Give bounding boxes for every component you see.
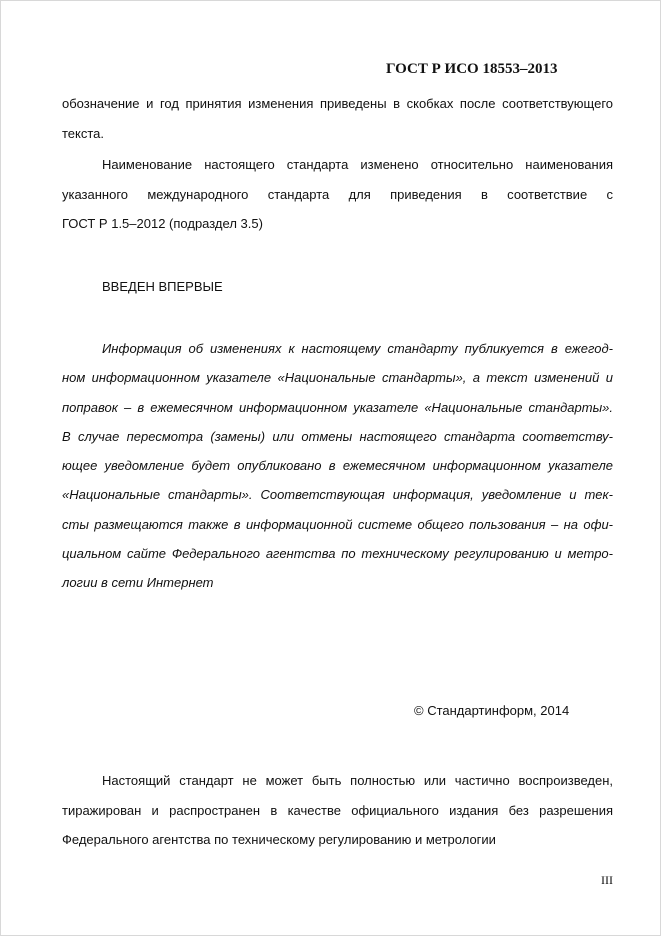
info-line: ном информационном указателе «Национальные стандарты», а текст изменений и: [62, 370, 613, 386]
naming-line-1: Наименование настоящего стандарта изменено относительно наименования: [102, 157, 613, 172]
naming-line-2: указанного международного стандарта для приведения в соответствие с: [62, 186, 613, 202]
info-line: «Национальные стандарты». Соответствующая информация, уведомление и тек-: [62, 487, 613, 503]
notice-line-1: Настоящий стандарт не может быть полностью или частично воспроизведен,: [102, 773, 613, 788]
info-line: логии в сети Интернет: [62, 575, 214, 591]
amendment-info-paragraph: [62, 334, 613, 598]
info-line: ющее уведомление будет опубликовано в ежемесячном информационном указателе: [62, 458, 613, 474]
info-line: Информация об изменениях к настоящему стандарту публикуется в ежегод-: [102, 341, 613, 356]
introduced-paragraph: [62, 272, 613, 302]
info-line: циальном сайте Федерального агентства по техническому регулированию и метро-: [62, 546, 613, 562]
intro-line-2: текста.: [62, 125, 105, 141]
page-number: III: [601, 873, 613, 887]
copyright-notice: © Стандартинформ, 2014: [414, 703, 570, 718]
intro-line-1: обозначение и год принятия изменения приведены в скобках после соответствующего: [62, 96, 613, 111]
standard-code-header: ГОСТ Р ИСО 18553–2013: [386, 61, 558, 77]
notice-line-2: тиражирован и распространен в качестве официального издания без разрешения: [62, 802, 613, 818]
introduced-text: ВВЕДЕН ВПЕРВЫЕ: [102, 279, 223, 294]
info-line: В случае пересмотра (замены) или отмены настоящего стандарта соответству-: [62, 428, 613, 444]
notice-line-3: Федерального агентства по техническому регулированию и метрологии: [62, 832, 496, 847]
info-line: поправок – в ежемесячном информационном указателе «Национальные стандарты».: [62, 399, 613, 415]
info-line: сты размещаются также в информационной системе общего пользования – на офи-: [62, 516, 613, 532]
reproduction-notice: [62, 766, 613, 855]
naming-paragraph: [62, 150, 613, 239]
naming-line-3: ГОСТ Р 1.5–2012 (подраздел 3.5): [62, 216, 263, 231]
intro-paragraph: [62, 89, 613, 148]
